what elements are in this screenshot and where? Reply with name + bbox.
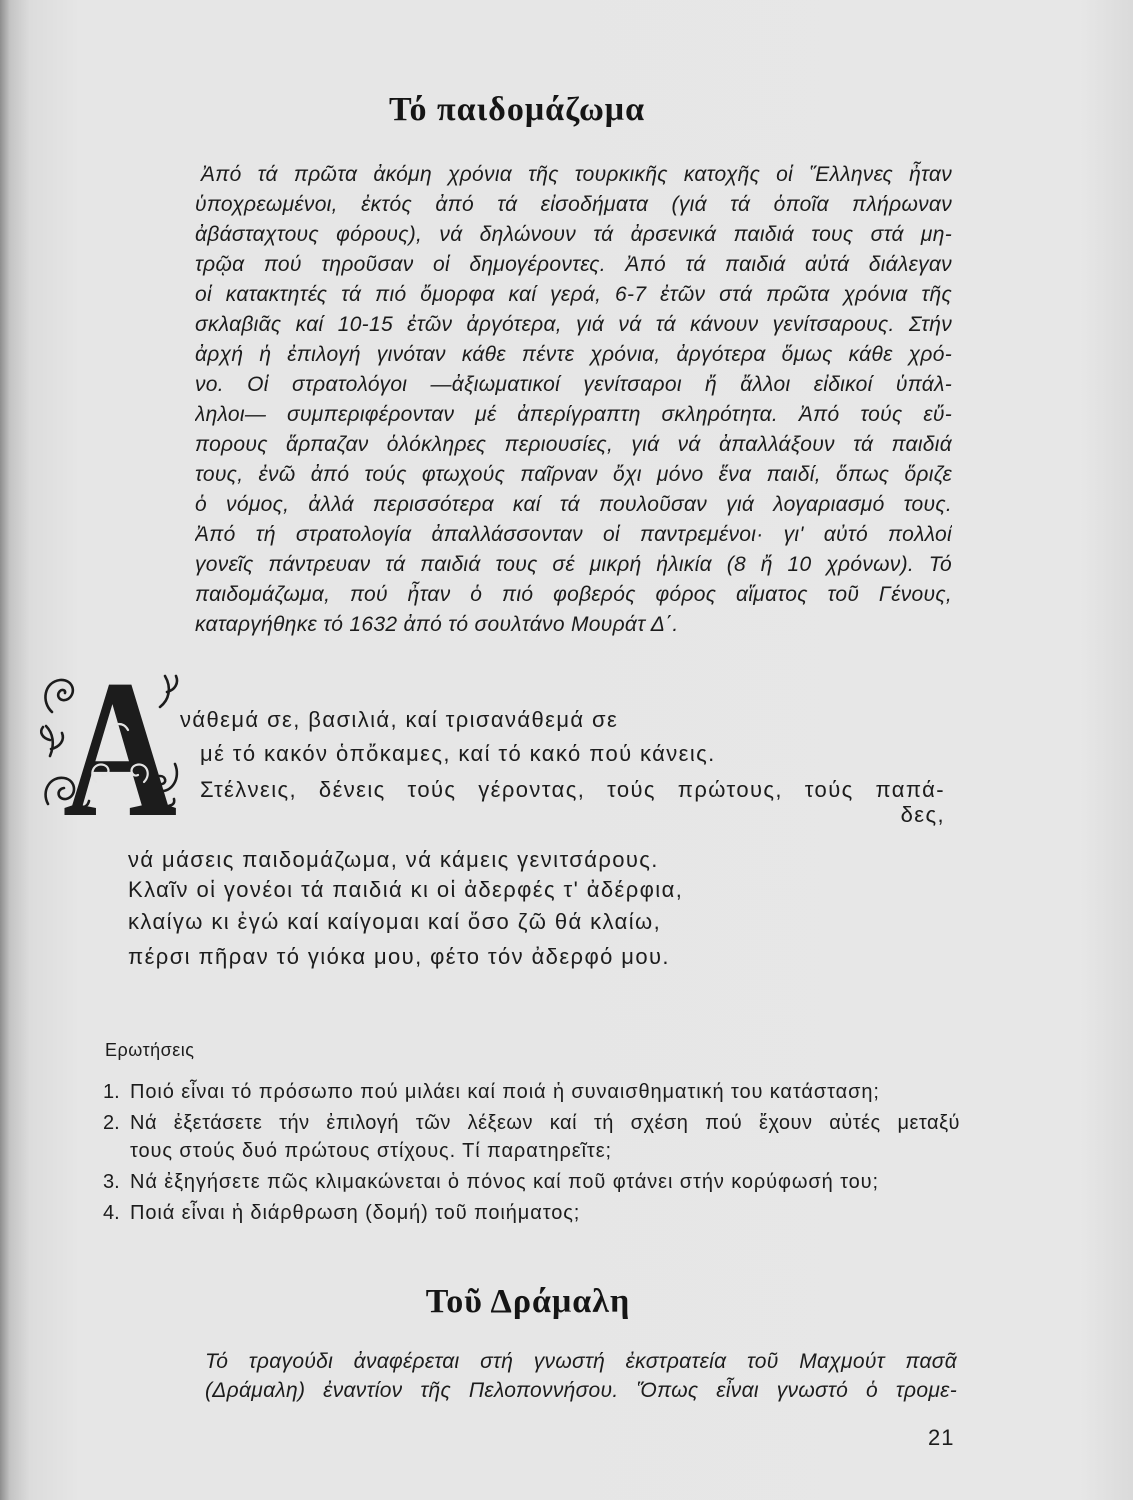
question-item [103,1168,973,1196]
question-item [103,1109,973,1165]
question-item [103,1078,973,1106]
intro-line: ληλοι— συμπεριφέρονταν μέ ἀπερίγραπτη σκληρότητα. Ἀπό τούς εὔ- [195,403,952,426]
question-item [103,1199,973,1227]
question-number: 3. [103,1171,120,1193]
drop-cap-letter: Α [62,639,178,859]
intro-line: ὁ νόμος, ἀλλά περισσότερα καί τά πουλοῦσαν γιά λογαριασμό τους. [195,493,952,516]
intro-paragraph [195,160,952,640]
poem-line-continuation: δες, [900,802,945,827]
poem-line: Κλαῖν οἱ γονέοι τά παιδιά κι οἱ ἀδερφές τ' ἀδέρφια, [128,877,684,902]
intro-line: νο. Οἱ στρατολόγοι —ἀξιωματικοί γενίτσαροι ἤ ἄλλοι εἰδικοί ὑπάλ- [195,373,952,396]
page-number: 21 [928,1425,955,1450]
poem-line: νάθεμά σε, βασιλιά, καί τρισανάθεμά σε [180,707,619,732]
question-text: Νά ἐξετάσετε τήν ἐπιλογή τῶν λέξεων καί τή σχέση πού ἔχουν αὐτές μεταξύ [130,1112,960,1134]
sprig-left [41,726,63,756]
poem-line: κλαίγω κι ἐγώ καί καίγομαι καί ὅσο ζῶ θά κλαίω, [128,909,662,934]
intro-line: καταργήθηκε τό 1632 ἀπό τό σουλτάνο Μουράτ Δ΄. [195,613,679,636]
intro-line: πορους ἅρπαζαν ὁλόκληρες περιουσίες, γιά νά ἀπαλλάξουν τά παιδιά [195,433,952,456]
intro-line: παιδομάζωμα, πού ἦταν ὁ πιό φοβερός φόρος αἵματος τοῦ Γένους, [195,583,952,606]
question-text: Νά ἐξηγήσετε πῶς κλιμακώνεται ὁ πόνος καί ποῦ φτάνει στήν κορύφωσή του; [130,1171,879,1193]
intro-line: ἀρχή ἡ ἐπιλογή γινόταν κάθε πέντε χρόνια, ἀργότερα ὅμως κάθε χρό- [195,343,952,366]
intro-line: ἀβάσταχτους φόρους), νά δηλώνουν τά ἀρσενικά παιδιά τους στά μη- [195,223,952,246]
poem-line: μέ τό κακόν ὁπὄκαμες, καί τό κακό πού κάνεις. [200,741,716,766]
intro-line: (Δράμαλη) ἐναντίον τῆς Πελοποννήσου. Ὅπως εἶναι γνωστό ὁ τρομε- [205,1379,957,1402]
intro-line: τρῷα πού τηροῦσαν οἱ δημογέροντες. Ἀπό τά παιδιά αὐτά διάλεγαν [195,253,952,276]
intro-line: σκλαβιᾶς καί 10-15 ἐτῶν ἀργότερα, γιά νά τά κάνουν γενίτσαρους. Στήν [195,313,952,336]
poem-line: Στέλνεις, δένεις τούς γέροντας, τούς πρώτους, τούς παπά- [200,777,945,802]
drop-cap-svg [38,639,180,859]
question-text: Ποιό εἶναι τό πρόσωπο πού μιλάει καί ποιά ἡ συναισθηματική του κατάσταση; [130,1081,880,1103]
question-text: τους στούς δυό πρώτους στίχους. Τί παρατηρεῖτε; [130,1140,612,1162]
intro-line: γονεῖς πάντρευαν τά παιδιά τους σέ μικρή ἡλικία (8 ἤ 10 χρόνων). Τό [195,553,952,576]
poem-line: νά μάσεις παιδομάζωμα, νά κάμεις γενιτσάρους. [128,847,659,872]
intro-line: Ἀπό τή στρατολογία ἀπαλλάσσονταν οἱ παντρεμένοι· γι' αὐτό πολλοί [195,523,952,546]
intro-line: Ἀπό τά πρῶτα ἀκόμη χρόνια τῆς τουρκικῆς κατοχῆς οἱ Ἕλληνες ἦταν [201,163,952,186]
question-text: Ποιά εἶναι ἡ διάρθρωση (δομή) τοῦ ποιήματος; [130,1202,581,1224]
poem-line: πέρσι πῆραν τό γιόκα μου, φέτο τόν ἀδερφό μου. [128,944,670,969]
drop-cap-ornament [38,639,180,859]
questions-heading: Ερωτήσεις [105,1040,195,1060]
section-title-paidomazoma: Τό παιδομάζωμα [388,91,646,128]
intro-paragraph-dramali [205,1347,957,1405]
intro-line: Τό τραγούδι ἀναφέρεται στή γνωστή ἐκστρατεία τοῦ Μαχμούτ πασᾶ [205,1350,957,1373]
intro-line: οἱ κατακτητές τά πιό ὄμορφα καί γερά, 6-7 ἐτῶν στά πρῶτα χρόνια τῆς [195,283,952,306]
question-number: 1. [103,1081,120,1103]
section-title-dramali: Τοῦ Δράμαλη [425,1283,631,1320]
intro-line: τους, ἐνῶ ἀπό τούς φτωχούς παῖρναν ὄχι μόνο ἕνα παιδί, ὅπως ὅριζε [195,463,952,486]
question-number: 2. [103,1112,120,1134]
intro-line: ὑποχρεωμένοι, ἐκτός ἀπό τά εἰσοδήματα (γιά τά ὁποῖα πλήρωναν [195,193,952,216]
question-number: 4. [103,1202,120,1224]
